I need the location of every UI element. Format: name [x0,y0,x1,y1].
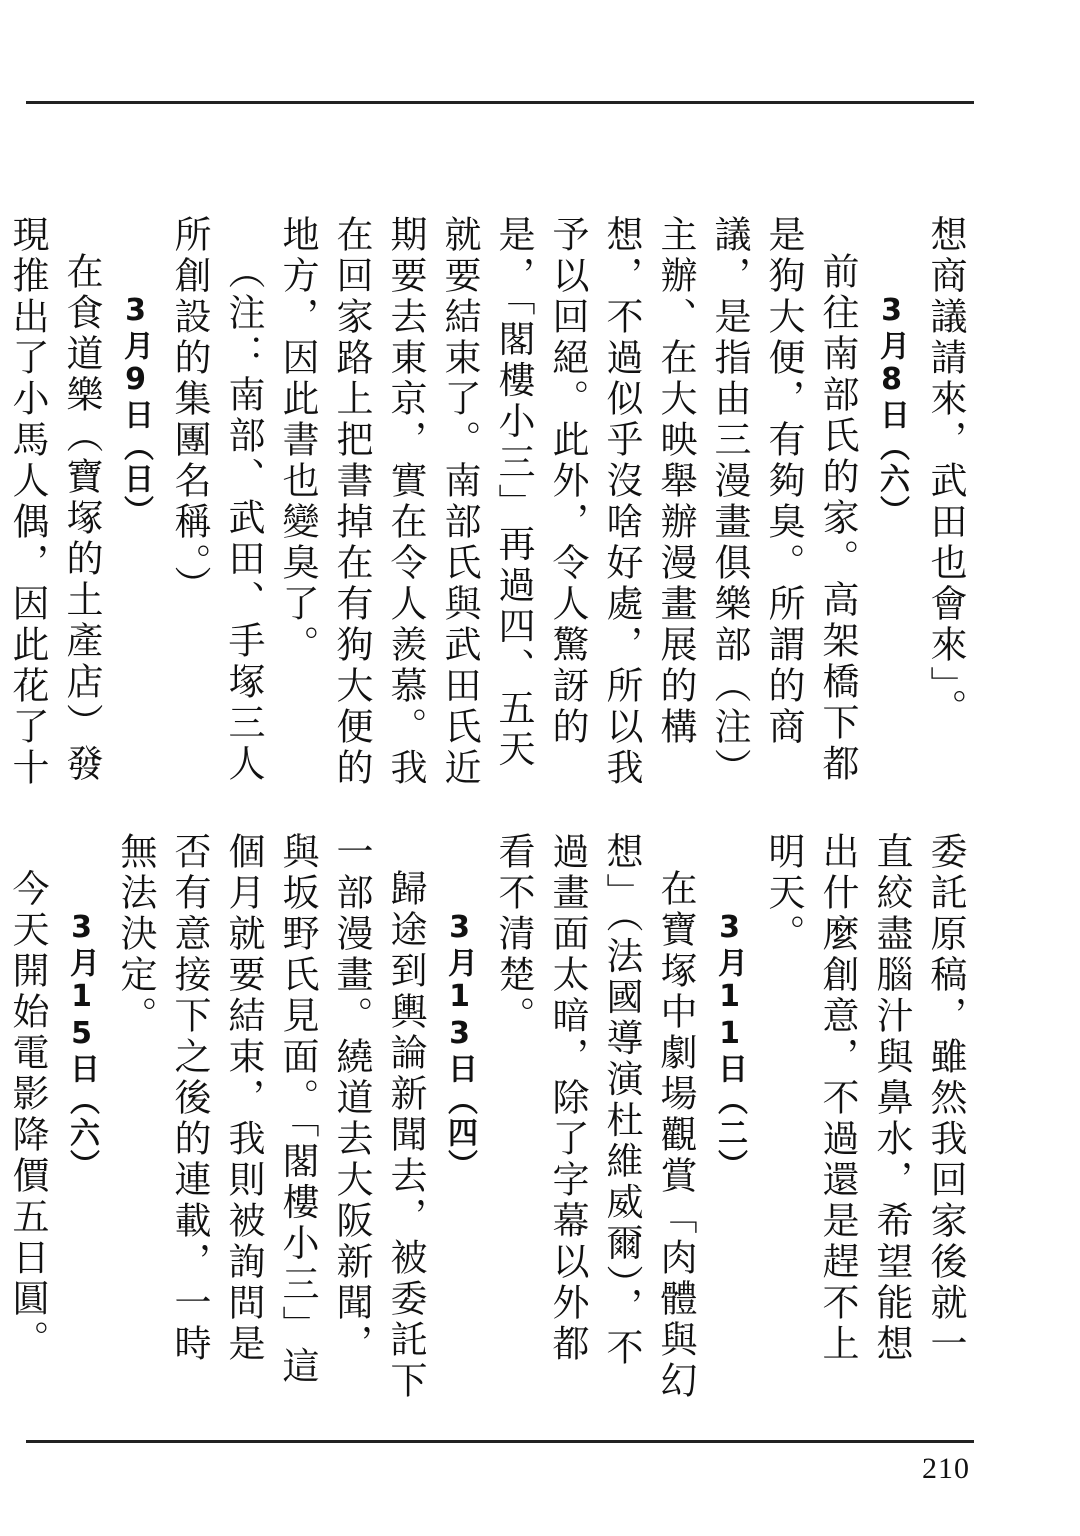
entry-paragraph-mar-15: 今天開始電影降價五日圓。 [6,869,49,1361]
bottom-rule [26,1440,974,1443]
footnote: （注：南部、武田、手塚三人所創設的集團名稱。） [168,215,265,785]
date-heading-mar-9: 3月9日（日） [118,293,153,527]
date-heading-mar-13: 3月13日（四） [442,910,477,1181]
date-heading-mar-8: 3月8日（六） [874,293,909,527]
continued-paragraph: 想商議請來，武田也會來」。 [924,215,967,730]
entry-paragraph-mar-11: 在寶塚中劇場觀賞「肉體與幻想」（法國導演杜維威爾），不過畫面太暗，除了字幕以外都看不清楚。 [492,832,697,1402]
upper-text-block [0,215,972,795]
date-heading-mar-15: 3月15日（六） [64,910,99,1181]
page-number: 210 [922,1452,970,1485]
lower-text-block [0,832,972,1402]
date-heading-mar-11: 3月11日（二） [712,910,747,1181]
top-rule [26,101,974,104]
continued-paragraph-lower: 委託原稿，雖然我回家後就一直絞盡腦汁與鼻水，希望能想出什麼創意，不過還是趕不上明天。 [762,832,967,1365]
entry-paragraph-mar-9: 在食道樂（寶塚的土產店）發現推出了小馬人偶，因此花了十 [6,215,103,789]
entry-paragraph-mar-13: 歸途到輿論新聞去，被委託下一部漫畫。繞道去大阪新聞，與坂野氏見面。「閣樓小三」這個月就要結束，我則被詢問是否有意接下之後的連載，一時無法決定。 [114,832,427,1402]
entry-paragraph-mar-8: 前往南部氏的家。高架橋下都是狗大便，有夠臭。所謂的商議，是指由三漫畫俱樂部（注）主辦、在大映舉辦漫畫展的構想，不過似乎沒啥好處，所以我予以回絕。此外，令人驚訝的是，「閣樓小三」再過四、五天就要結束了。南部氏與武田氏近期要去東京，實在令人羨慕。我在回家路上把書掉在有狗大便的地方，因此書也變臭了。 [276,215,859,789]
